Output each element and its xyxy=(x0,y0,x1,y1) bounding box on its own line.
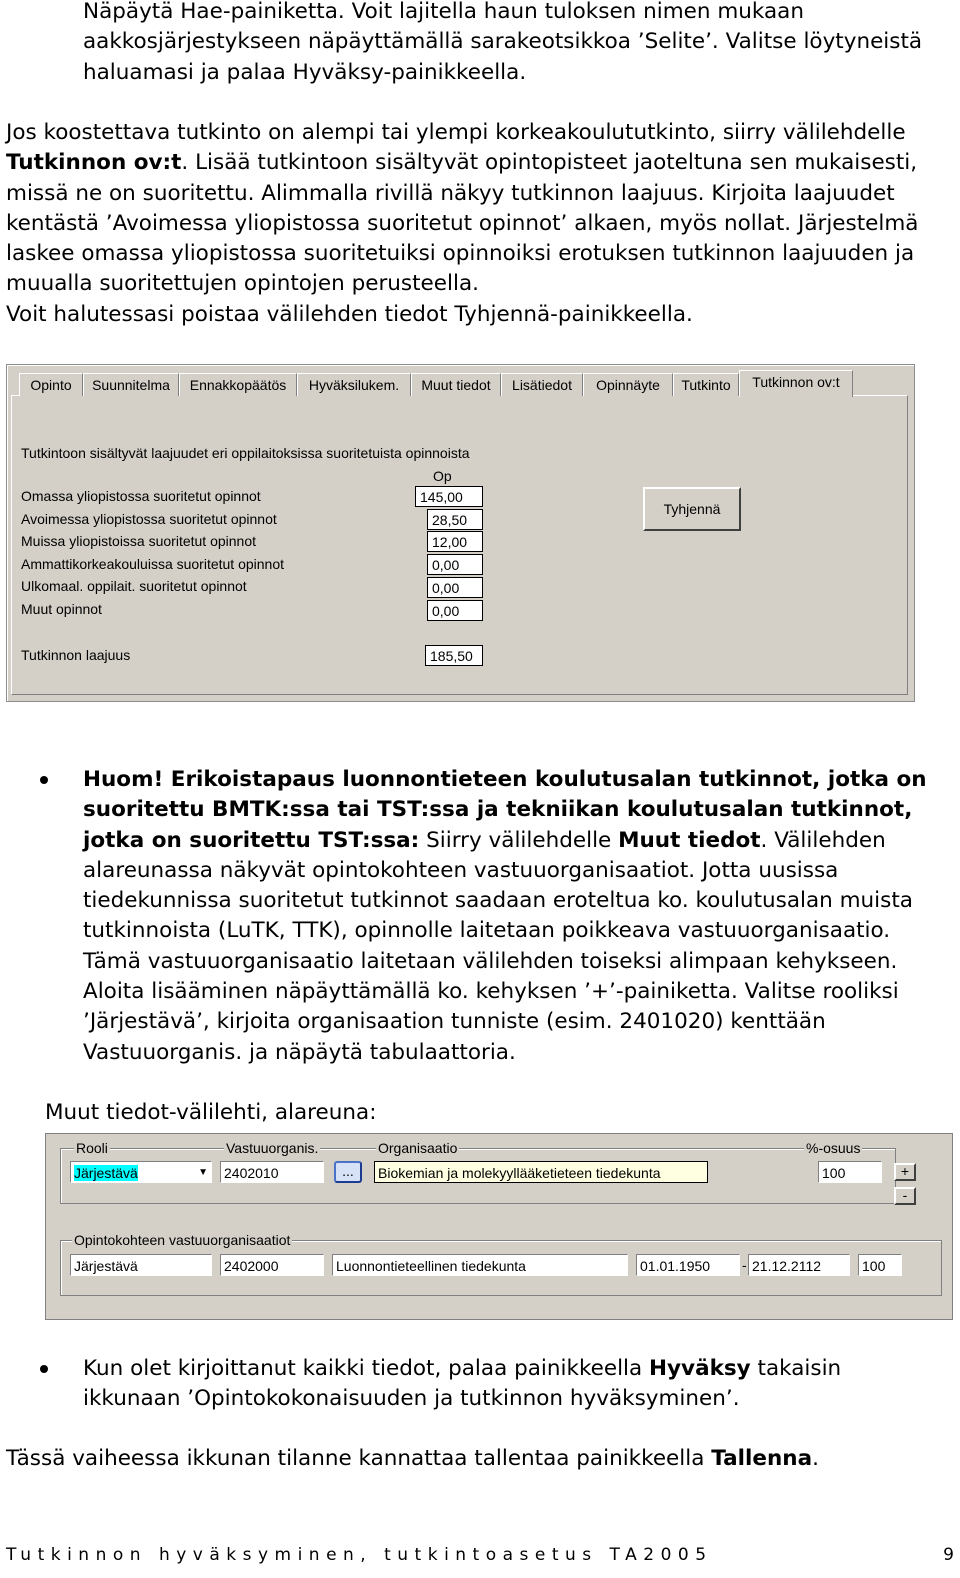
organization-name-field-2: Luonnontieteellinen tiedekunta xyxy=(332,1254,628,1276)
share-percent-field[interactable]: 100 xyxy=(818,1161,882,1183)
credits-field-amk[interactable]: 0,00 xyxy=(427,554,483,575)
intro-paragraph-1: Näpäytä Hae-painiketta. Voit lajitella haun tuloksen nimen mukaan aakkosjärjestykseen näpäyttämällä sarakeotsikkoa ’Selite’. Valitse löytyneistä haluamasi ja palaa Hyväksy-painikkeella. xyxy=(83,0,923,85)
tab-name-emphasis: Tutkinnon ov:t xyxy=(6,150,182,176)
tab-lisatiedot[interactable]: Lisätiedot xyxy=(501,373,583,396)
credits-field-avoin[interactable]: 28,50 xyxy=(427,509,483,530)
remove-button[interactable]: - xyxy=(894,1187,916,1205)
bullet-1-text-a: Siirry välilehdelle xyxy=(419,827,619,853)
op-column-header: Op xyxy=(433,468,452,484)
tab-ennakkopaatos[interactable]: Ennakkopäätös xyxy=(179,373,297,396)
row-label-avoin: Avoimessa yliopistossa suoritetut opinnot xyxy=(21,511,277,527)
intro-text-a: Jos koostettava tutkinto on alempi tai ylempi korkeakoulututkinto, siirry välilehdelle xyxy=(6,120,906,145)
intro-text-c: . Lisää tutkintoon sisältyvät opintopisteet jaoteltuna sen mukaisesti, missä ne on suoritettu. Alimmalla rivillä näkyy tutkinnon laajuus. Kirjoita laajuudet kentästä ’Avoimessa yliopistossa suoritetut opinnot’ alkaen, myös nollat. Järjestelmä laskee omassa yliopistossa suoritetuiksi opinnoiksi erotuksen tutkinnon laajuuden ja muualla suoritettujen opintojen perusteella. xyxy=(6,150,919,297)
browse-button[interactable]: ... xyxy=(334,1161,362,1183)
bullet-2-text xyxy=(83,1354,943,1415)
row-label-ulkomaat: Ulkomaal. oppilait. suoritetut opinnot xyxy=(21,578,247,594)
tab-hyvaksilukem[interactable]: Hyväksilukem. xyxy=(297,373,411,396)
total-label: Tutkinnon laajuus xyxy=(21,647,131,663)
credits-field-muut-yliopistot[interactable]: 12,00 xyxy=(427,531,483,552)
start-date-field: 01.01.1950 xyxy=(636,1254,740,1276)
tab-suunnitelma[interactable]: Suunnitelma xyxy=(83,373,179,396)
bullet-2-marker xyxy=(40,1365,48,1373)
bullet-1-bold: Huom! Erikoistapaus luonnontieteen koulutusalan tutkinnot, jotka on suoritettu BMTK:ssa tai TST:ssa ja tekniikan koulutusalan tutkinnot, jotka on suoritettu TST:ssa: xyxy=(83,767,927,853)
date-range-dash: - xyxy=(742,1257,747,1273)
col-rooli-label: Rooli xyxy=(76,1140,108,1156)
col-vastuu-label: Vastuuorganis. xyxy=(226,1140,319,1156)
bullet-1-marker xyxy=(40,776,48,784)
final-text-a: Tässä vaiheessa ikkunan tilanne kannattaa tallentaa painikkeella xyxy=(6,1446,712,1471)
row-label-muut: Muut opinnot xyxy=(21,601,102,617)
responsible-org-code-field-2: 2402000 xyxy=(220,1254,324,1276)
add-button[interactable]: + xyxy=(894,1163,916,1181)
tab-tutkinto[interactable]: Tutkinto xyxy=(673,373,739,396)
col-org-label: Organisaatio xyxy=(378,1140,458,1156)
share-percent-field-2: 100 xyxy=(858,1254,902,1276)
total-field: 185,50 xyxy=(425,645,483,666)
bullet-2-text-a: Kun olet kirjoittanut kaikki tiedot, palaa painikkeella xyxy=(83,1356,650,1381)
col-osuus-label: %-osuus xyxy=(806,1140,861,1156)
other-info-dialog xyxy=(45,1133,953,1320)
tab-opinto[interactable]: Opinto xyxy=(19,373,83,396)
caption-muut-tiedot: Muut tiedot-välilehti, alareuna: xyxy=(45,1100,377,1125)
role-select[interactable] xyxy=(70,1161,212,1183)
row-label-muut-yliopistot: Muissa yliopistoissa suoritetut opinnot xyxy=(21,533,257,549)
chevron-down-icon[interactable]: ▼ xyxy=(198,1167,208,1178)
tab-tutkinnon-ovt[interactable]: Tutkinnon ov:t xyxy=(739,370,853,397)
section-heading: Tutkintoon sisältyvät laajuudet eri oppilaitoksissa suoritetuista opinnoista xyxy=(21,445,470,461)
credits-field-ulkomaat[interactable]: 0,00 xyxy=(427,577,483,598)
responsible-org-code-field[interactable]: 2402010 xyxy=(220,1161,324,1183)
final-paragraph xyxy=(6,1444,956,1474)
intro-text-d: Voit halutessasi poistaa välilehden tiedot Tyhjennä-painikkeella. xyxy=(6,301,693,327)
tab-muut-tiedot[interactable]: Muut tiedot xyxy=(411,373,501,396)
end-date-field: 21.12.2112 xyxy=(748,1254,850,1276)
credits-field-oma[interactable]: 145,00 xyxy=(415,486,483,507)
group-title: Opintokohteen vastuuorganisaatiot xyxy=(74,1232,291,1248)
role-select-value: Järjestävä xyxy=(74,1165,138,1181)
clear-button[interactable]: Tyhjennä xyxy=(643,487,741,531)
row-label-amk: Ammattikorkeakouluissa suoritetut opinnot xyxy=(21,556,285,572)
bullet-2-button-emphasis: Hyväksy xyxy=(649,1356,751,1381)
bullet-2-text-b: takaisin ikkunaan ’Opintokokonaisuuden ja tutkinnon hyväksyminen’. xyxy=(83,1356,842,1412)
credits-field-muut[interactable]: 0,00 xyxy=(427,600,483,621)
degree-credits-dialog xyxy=(6,364,915,702)
bullet-1-text xyxy=(83,765,943,1068)
row-label-oma: Omassa yliopistossa suoritetut opinnot xyxy=(21,488,261,504)
final-button-emphasis: Tallenna xyxy=(711,1446,813,1471)
bullet-1-text-b: . Välilehden alareunassa näkyvät opintokohteen vastuuorganisaatiot. Jotta uusissa tiedekunnissa suoritetut tutkinnot saadaan eroteltua ko. koulutusalan muista tutkinnoista (LuTK, TTK), opinnolle laitetaan poikkeava vastuuorganisaatio. Tämä vastuuorganisaatio laitetaan välilehden toiseksi alimpaan kehykseen. Aloita lisääminen näpäyttämällä ko. kehyksen ’+’-painiketta. Valitse rooliksi ’Järjestävä’, kirjoita organisaation tunniste (esim. 2401020) kenttään Vastuuorganis. ja näpäytä tabulaattoria. xyxy=(83,827,913,1065)
final-text-b: . xyxy=(812,1446,819,1471)
role-field-2: Järjestävä xyxy=(70,1254,212,1276)
page-number: 9 xyxy=(943,1545,954,1565)
tab-opinnayte[interactable]: Opinnäyte xyxy=(583,373,673,396)
organization-name-field: Biokemian ja molekyyllääketieteen tiedekunta xyxy=(374,1161,708,1183)
bullet-1-tab-emphasis: Muut tiedot xyxy=(618,827,761,853)
footer-title: Tutkinnon hyväksyminen, tutkintoasetus TA2005 xyxy=(6,1545,713,1565)
intro-paragraph-2 xyxy=(6,118,956,330)
